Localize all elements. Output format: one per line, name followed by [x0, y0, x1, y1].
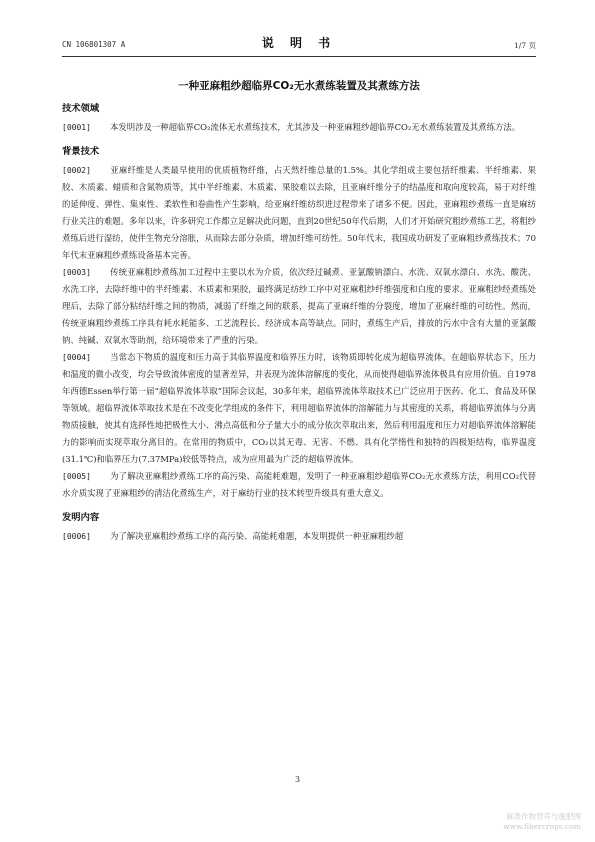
section-heading-background: 背景技术 — [62, 146, 100, 157]
paragraph-text: 为了解决亚麻粗纱煮练工序的高污染、高能耗难题，发明了一种亚麻粗纱超临界CO₂无水煮练方法，利用CO₂代替水介质实现了亚麻粗纱的清洁化煮练生产，对于麻纺行业的技术转型升级具有重大意义。 — [62, 471, 536, 498]
paragraph-number: [0003] — [62, 268, 91, 277]
paragraph — [62, 468, 536, 502]
paragraph-number: [0004] — [62, 353, 91, 362]
paragraph-number: [0001] — [62, 123, 91, 132]
paragraph-number: [0005] — [62, 472, 91, 481]
header-divider — [62, 56, 536, 57]
watermark-site-name: 麻类作物营养与施肥网 — [506, 812, 581, 821]
paragraph-number: [0006] — [62, 532, 91, 541]
paragraph-text: 当常态下物质的温度和压力高于其临界温度和临界压力时，该物质即转化成为超临界流体。在超临界状态下，压力和温度的微小改变，均会导致流体密度的显著差异，并表现为流体溶解度的变化，从而使得超临界流体极具有应用价值。自1978年西德Essen举行第一届“超临界流体萃取”国际会议起，30多年来，超临界流体萃取技术已广泛应用于医药、化工、食品及环保等领域。超临界流体萃取技术是在不改变化学组成的条件下，利用超临界流体的溶解能力与其密度的关系，将超临界流体与分离物质接触，使其有选择性地把极性大小、沸点高低和分子量大小的成分依次萃取出来，然后利用温度和压力对超临界流体溶解能力的影响而实现萃取分离目的。在常用的物质中，CO₂以其无毒、无害、不燃、具有化学惰性和独特的四极矩结构，临界温度(31.1℃)和临界压力(7.37MPa)较低等特点，成为应用最为广泛的超临界流体。 — [62, 352, 536, 464]
section-heading-tech-field: 技术领域 — [62, 103, 100, 114]
watermark-url: www.fibercrops.com — [503, 822, 581, 831]
paragraph — [62, 119, 536, 136]
paragraph-number: [0002] — [62, 166, 91, 175]
page-number: 3 — [294, 775, 301, 784]
paragraph-text: 传统亚麻粗纱煮练加工过程中主要以水为介质，依次经过碱煮、亚氯酸钠漂白、水洗、双氧水漂白、水洗、酸洗、水洗工序，去除纤维中的半纤维素、木质素和果胶，最终满足纺纱工序中对亚麻粗纱纤维强度和白度的要求。亚麻粗纱经煮练处理后，去除了部分粘结纤维之间的物质，减弱了纤维之间的联系，提高了亚麻纤维的分裂度，增加了亚麻纤维的可纺性。然而，传统亚麻粗纱煮练工序具有耗水耗能多、工艺流程长、经济成本高等缺点。同时，煮练生产后，排放的污水中含有大量的亚氯酸钠、纯碱、双氧水等助剂，给环境带来了严重的污染。 — [62, 267, 536, 345]
paragraph-text: 亚麻纤维是人类最早使用的优质植物纤维，占天然纤维总量的1.5%。其化学组成主要包括纤维素、半纤维素、果胶、木质素、蜡质和含氮物质等，其中半纤维素、木质素、果胶难以去除，且亚麻纤维分子的结晶度和取向度较高，易于对纤维的延伸度、弹性、集束性、柔软性和卷曲性产生影响，给亚麻纤维纺织进过程带来了诸多不便。因此，亚麻粗纱煮练一直是麻纺行业关注的难题。多年以来，许多研究工作都立足解决此问题，直到20世纪50年代后期，人们才开始研究粗纱煮练工艺，将粗纱煮练后进行湿纺，使伴生物充分溶胀，从而除去部分杂质，增加纤维可纺性。50年代末，我国成功研发了亚麻粗纱煮练技术；70年代末亚麻粗纱煮练设备基本完善。 — [62, 165, 536, 260]
paragraph — [62, 264, 536, 349]
document-type: 说 明 书 — [261, 36, 337, 50]
paragraph-text: 本发明涉及一种超临界CO₂流体无水煮练技术，尤其涉及一种亚麻粗纱超临界CO₂无水煮练装置及其煮练方法。 — [110, 122, 521, 132]
watermark — [503, 812, 581, 832]
document-body — [62, 102, 536, 545]
paragraph — [62, 528, 536, 545]
page-header — [62, 34, 536, 54]
document-title: 一种亚麻粗纱超临界CO₂无水煮练装置及其煮练方法 — [178, 80, 420, 92]
patent-number: CN 106801307 A — [62, 40, 126, 49]
paragraph-text: 为了解决亚麻粗纱煮练工序的高污染、高能耗难题，本发明提供一种亚麻粗纱超 — [110, 531, 404, 541]
paragraph — [62, 349, 536, 468]
section-heading-invention: 发明内容 — [62, 512, 100, 523]
page-indicator: 1/7 页 — [514, 41, 536, 50]
paragraph — [62, 162, 536, 264]
